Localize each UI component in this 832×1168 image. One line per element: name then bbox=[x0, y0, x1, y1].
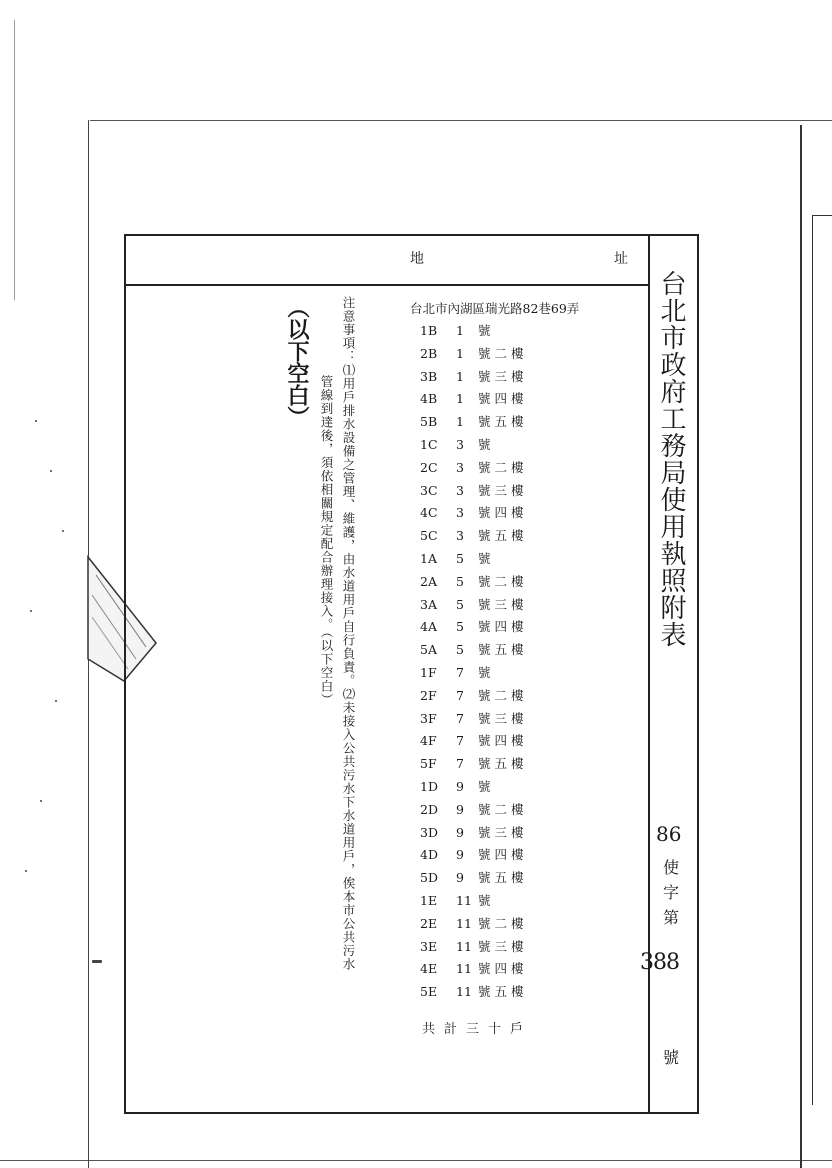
address-unit: 5C bbox=[420, 528, 438, 544]
permit-year: 86 bbox=[656, 822, 682, 846]
scan-speck bbox=[92, 960, 102, 963]
address-number: 5 bbox=[456, 551, 464, 566]
address-row bbox=[420, 437, 491, 453]
address-unit: 4B bbox=[420, 391, 438, 407]
address-unit: 3C bbox=[420, 482, 438, 498]
address-number: 3 bbox=[456, 528, 464, 544]
address-floor: 號 三 樓 bbox=[478, 368, 524, 384]
address-unit: 1A bbox=[420, 551, 437, 566]
scan-speck bbox=[40, 800, 42, 802]
form-title: 台北市政府工務局使用執照附表 bbox=[656, 270, 686, 648]
address-row bbox=[420, 414, 523, 430]
address-number: 1 bbox=[456, 323, 464, 338]
address-floor: 號 四 樓 bbox=[478, 733, 524, 749]
address-number: 3 bbox=[456, 505, 464, 521]
address-row bbox=[420, 483, 523, 499]
address-row bbox=[420, 688, 523, 704]
address-number: 11 bbox=[456, 893, 472, 908]
address-unit: 2B bbox=[420, 345, 438, 361]
scan-speck bbox=[30, 610, 32, 612]
address-row bbox=[420, 551, 491, 567]
header-right-label: 址 bbox=[614, 251, 628, 267]
page-edge bbox=[90, 120, 832, 121]
address-number: 7 bbox=[456, 756, 464, 772]
address-row bbox=[420, 619, 523, 635]
address-number: 7 bbox=[456, 710, 464, 726]
address-row bbox=[420, 802, 523, 818]
address-number: 5 bbox=[456, 596, 464, 612]
permit-word-1: 使 bbox=[663, 858, 680, 877]
address-row bbox=[420, 779, 491, 795]
address-floor: 號 五 樓 bbox=[478, 870, 524, 886]
address-number: 9 bbox=[456, 801, 464, 817]
header-divider bbox=[124, 284, 650, 286]
address-floor: 號 三 樓 bbox=[478, 710, 524, 726]
address-unit: 3D bbox=[420, 824, 438, 840]
address-unit: 5A bbox=[420, 642, 437, 658]
address-number: 3 bbox=[456, 482, 464, 498]
address-number: 5 bbox=[456, 642, 464, 658]
address-floor: 號 四 樓 bbox=[478, 847, 524, 863]
address-floor: 號 五 樓 bbox=[478, 642, 524, 658]
address-row bbox=[420, 574, 523, 590]
address-unit: 5F bbox=[420, 756, 437, 772]
address-number: 11 bbox=[456, 961, 472, 977]
permit-suffix: 號 bbox=[663, 1048, 680, 1067]
address-row bbox=[420, 870, 523, 886]
address-unit: 4C bbox=[420, 505, 438, 521]
address-unit: 4F bbox=[420, 733, 437, 749]
address-row bbox=[420, 756, 523, 772]
address-floor: 號 bbox=[478, 551, 491, 566]
address-unit: 1E bbox=[420, 893, 438, 908]
address-unit: 1D bbox=[420, 779, 438, 794]
address-header: 台北市內湖區瑞光路82巷69弄 bbox=[410, 301, 580, 316]
address-row bbox=[420, 505, 523, 521]
address-row bbox=[420, 847, 523, 863]
scan-mark bbox=[14, 20, 15, 300]
address-row bbox=[420, 369, 523, 385]
address-row bbox=[420, 597, 523, 613]
permit-word-2: 字 bbox=[663, 883, 680, 902]
address-floor: 號 二 樓 bbox=[478, 687, 524, 703]
address-number: 9 bbox=[456, 870, 464, 886]
permit-word-3: 第 bbox=[663, 908, 680, 927]
address-floor: 號 bbox=[478, 323, 491, 338]
address-row bbox=[420, 460, 523, 476]
address-floor: 號 五 樓 bbox=[478, 984, 524, 1000]
note-line-2: 管線到達後，須依相關規定配合辦理接入。（以下空白） bbox=[319, 375, 334, 707]
address-number: 3 bbox=[456, 459, 464, 475]
address-row bbox=[420, 665, 491, 681]
address-number: 7 bbox=[456, 733, 464, 749]
scan-speck bbox=[55, 700, 57, 702]
address-unit: 2D bbox=[420, 801, 438, 817]
address-floor: 號 三 樓 bbox=[478, 596, 524, 612]
address-unit: 2A bbox=[420, 573, 437, 589]
blank-mark: （以下空白） bbox=[284, 296, 310, 428]
title-divider bbox=[648, 234, 650, 1114]
address-number: 5 bbox=[456, 573, 464, 589]
address-floor: 號 bbox=[478, 665, 491, 680]
address-number: 7 bbox=[456, 665, 464, 680]
address-floor: 號 五 樓 bbox=[478, 756, 524, 772]
address-unit: 5B bbox=[420, 414, 438, 430]
address-floor: 號 二 樓 bbox=[478, 915, 524, 931]
scan-mark bbox=[812, 215, 832, 216]
total-units: 共計三十戶 bbox=[422, 1022, 533, 1037]
address-floor: 號 五 樓 bbox=[478, 414, 524, 430]
address-number: 5 bbox=[456, 619, 464, 635]
scan-mark bbox=[0, 1160, 832, 1161]
address-unit: 3B bbox=[420, 368, 438, 384]
address-number: 1 bbox=[456, 414, 464, 430]
scan-speck bbox=[50, 470, 52, 472]
address-floor: 號 三 樓 bbox=[478, 482, 524, 498]
address-number: 11 bbox=[456, 915, 472, 931]
address-floor: 號 二 樓 bbox=[478, 345, 524, 361]
address-unit: 1C bbox=[420, 437, 438, 452]
address-number: 9 bbox=[456, 824, 464, 840]
address-floor: 號 二 樓 bbox=[478, 459, 524, 475]
address-floor: 號 二 樓 bbox=[478, 573, 524, 589]
address-number: 7 bbox=[456, 687, 464, 703]
scan-mark bbox=[812, 215, 813, 1105]
address-floor: 號 bbox=[478, 893, 491, 908]
address-unit: 1F bbox=[420, 665, 437, 680]
address-floor: 號 三 樓 bbox=[478, 938, 524, 954]
address-unit: 4E bbox=[420, 961, 438, 977]
address-row bbox=[420, 961, 523, 977]
header-left-label: 地 bbox=[410, 251, 424, 267]
address-unit: 4D bbox=[420, 847, 438, 863]
address-unit: 3E bbox=[420, 938, 438, 954]
form-frame bbox=[124, 234, 699, 1114]
address-number: 3 bbox=[456, 437, 464, 452]
scan-speck bbox=[35, 420, 37, 422]
address-number: 1 bbox=[456, 368, 464, 384]
address-floor: 號 四 樓 bbox=[478, 505, 524, 521]
address-row bbox=[420, 939, 523, 955]
scan-mark bbox=[800, 125, 802, 1168]
address-number: 9 bbox=[456, 779, 464, 794]
address-row bbox=[420, 916, 523, 932]
permit-number: 388 bbox=[640, 950, 679, 975]
address-unit: 3A bbox=[420, 596, 437, 612]
address-unit: 2E bbox=[420, 915, 438, 931]
address-row bbox=[420, 346, 523, 362]
address-floor: 號 三 樓 bbox=[478, 824, 524, 840]
address-unit: 3F bbox=[420, 710, 437, 726]
address-number: 11 bbox=[456, 984, 472, 1000]
address-unit: 5D bbox=[420, 870, 438, 886]
address-floor: 號 bbox=[478, 779, 491, 794]
address-row bbox=[420, 825, 523, 841]
address-row bbox=[420, 733, 523, 749]
address-number: 11 bbox=[456, 938, 472, 954]
address-floor: 號 bbox=[478, 437, 491, 452]
address-row bbox=[420, 711, 523, 727]
address-number: 9 bbox=[456, 847, 464, 863]
address-number: 1 bbox=[456, 345, 464, 361]
scan-speck bbox=[25, 870, 27, 872]
address-number: 1 bbox=[456, 391, 464, 407]
address-floor: 號 二 樓 bbox=[478, 801, 524, 817]
address-row bbox=[420, 323, 491, 339]
address-unit: 5E bbox=[420, 984, 438, 1000]
address-row bbox=[420, 642, 523, 658]
address-unit: 2C bbox=[420, 459, 438, 475]
address-row bbox=[420, 391, 523, 407]
address-floor: 號 四 樓 bbox=[478, 619, 524, 635]
address-unit: 2F bbox=[420, 687, 437, 703]
address-row bbox=[420, 893, 491, 909]
address-row bbox=[420, 984, 523, 1000]
address-row bbox=[420, 528, 523, 544]
address-floor: 號 五 樓 bbox=[478, 528, 524, 544]
address-floor: 號 四 樓 bbox=[478, 961, 524, 977]
scan-speck bbox=[62, 530, 64, 532]
address-floor: 號 四 樓 bbox=[478, 391, 524, 407]
address-unit: 4A bbox=[420, 619, 437, 635]
note-line-1: 注意事項：⑴用戶排水設備之管理、維護，由水道用戶自行負責。⑵未接入公共污水下水道用戶，俟本市公共污水 bbox=[341, 296, 356, 971]
address-unit: 1B bbox=[420, 323, 438, 338]
